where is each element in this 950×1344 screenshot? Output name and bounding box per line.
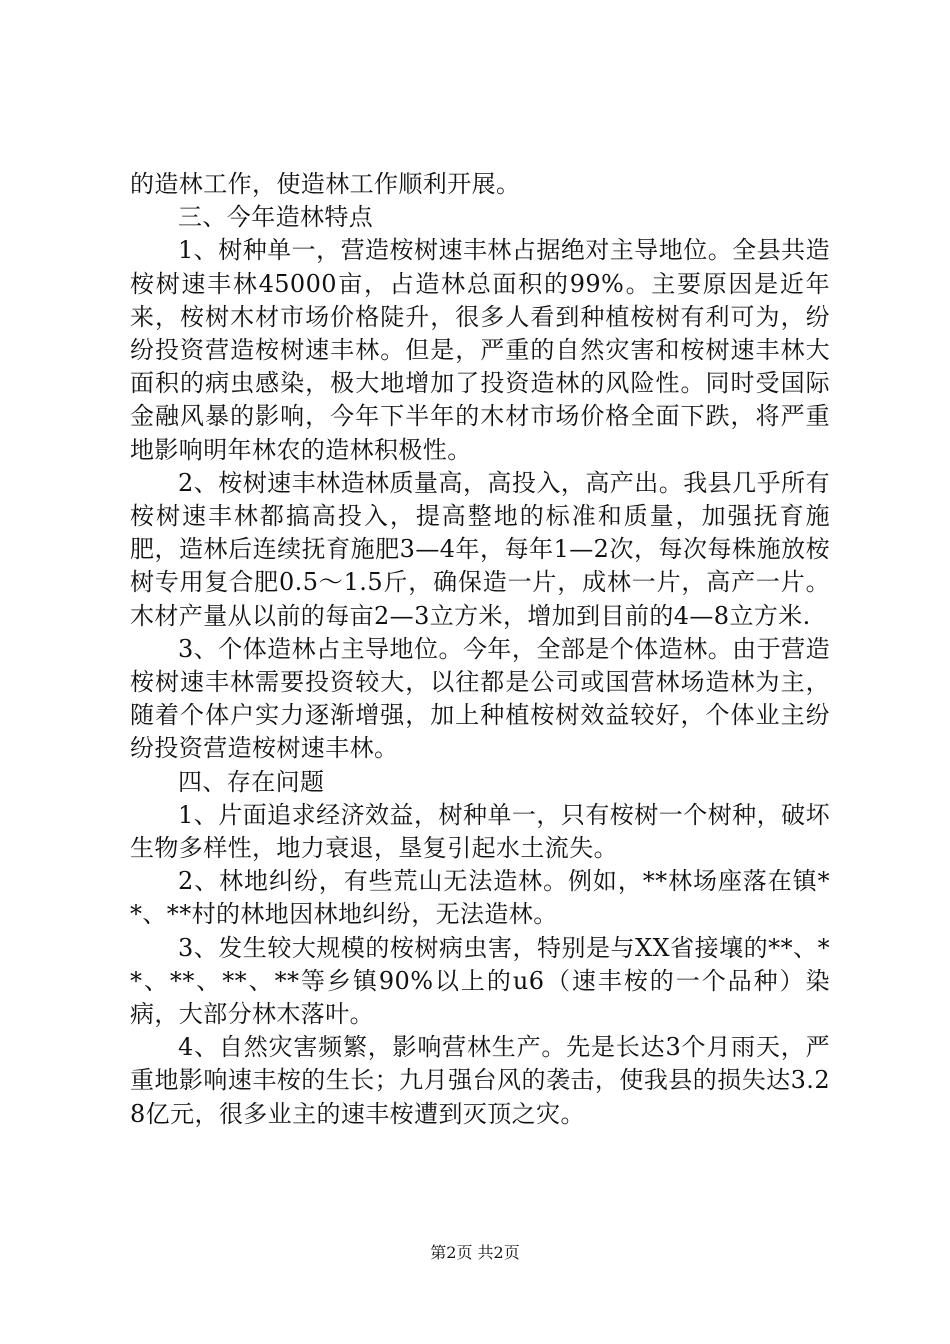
section-heading-4: 四、存在问题	[178, 767, 325, 796]
paragraph-3-3: 3、个体造林占主导地位。今年，全部是个体造林。由于营造桉树速丰林需要投资较大，以往都是公司或国营林场造林为主，随着个体户实力逐渐增强，加上种植桉树效益较好，个体业主纷纷投资营造桉树速丰林。	[130, 634, 830, 763]
section-heading-3: 三、今年造林特点	[178, 203, 374, 232]
paragraph-continuation: 的造林工作，使造林工作顺利开展。	[130, 170, 521, 198]
document-body	[130, 168, 830, 1131]
paragraph-4-4: 4、自然灾害频繁，影响营林生产。先是长达3个月雨天，严重地影响速丰桉的生长；九月强台风的袭击，使我县的损失达3.28亿元，很多业主的速丰桉遭到灭顶之灾。	[130, 1033, 830, 1128]
paragraph-3-1: 1、树种单一，营造桉树速丰林占据绝对主导地位。全县共造桉树速丰林45000亩，占造林总面积的99%。主要原因是近年来，桉树木材市场价格陡升，很多人看到种植桉树有利可为，纷纷投资营造桉树速丰林。但是，严重的自然灾害和桉树速丰林大面积的病虫感染，极大地增加了投资造林的风险性。同时受国际金融风暴的影响，今年下半年的木材市场价格全面下跌，将严重地影响明年林农的造林积极性。	[130, 236, 830, 464]
paragraph-4-3: 3、发生较大规模的桉树病虫害，特别是与XX省接壤的**、**、**、**、**等乡镇90%以上的u6（速丰桉的一个品种）染病，大部分林木落叶。	[130, 933, 830, 1029]
paragraph-3-2: 2、桉树速丰林造林质量高，高投入，高产出。我县几乎所有桉树速丰林都搞高投入，提高整地的标准和质量，加强抚育施肥，造林后连续抚育施肥3—4年，每年1—2次，每次每株施放桉树专用复合肥0.5～1.5斤，确保造一片，成林一片，高产一片。木材产量从以前的每亩2—3立方米，增加到目前的4—8立方米.	[130, 468, 830, 630]
paragraph-4-1: 1、片面追求经济效益，树种单一，只有桉树一个树种，破坏生物多样性，地力衰退，垦复引起水土流失。	[130, 800, 830, 863]
page-footer: 第2页 共2页	[430, 1243, 520, 1262]
paragraph-4-2: 2、林地纠纷，有些荒山无法造林。例如，**林场座落在镇**、**村的林地因林地纠纷，无法造林。	[130, 867, 830, 929]
